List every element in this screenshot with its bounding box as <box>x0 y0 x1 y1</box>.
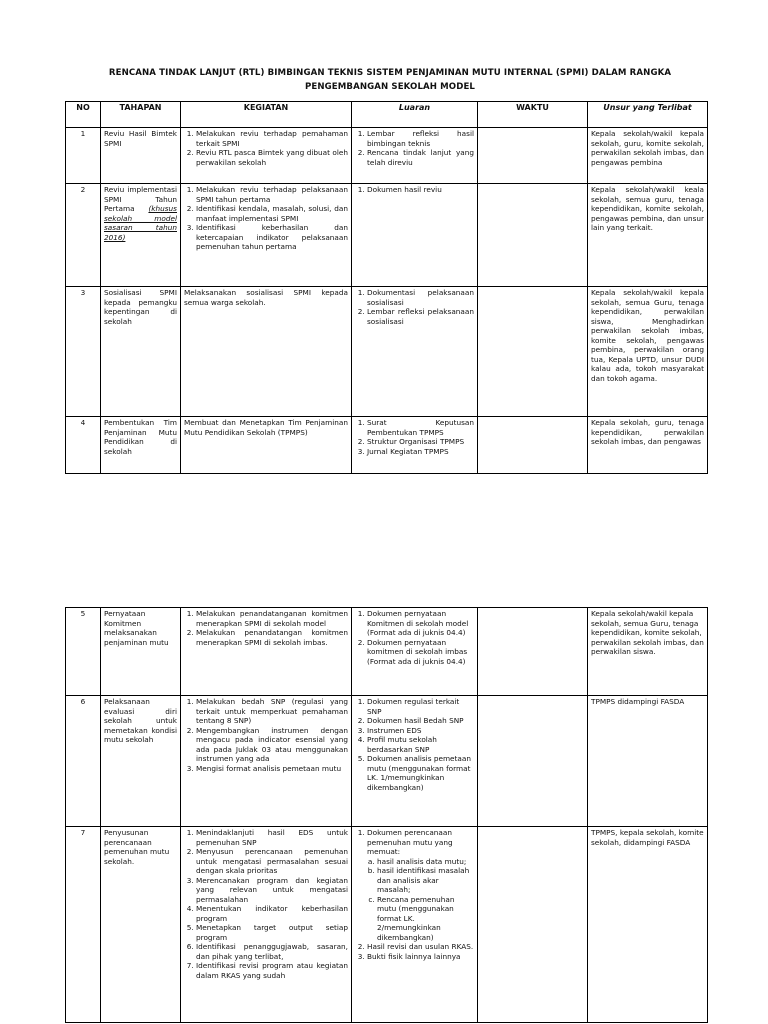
rtl-table-part-2 <box>65 607 708 1023</box>
list-item: c. Rencana pemenuhan mutu (menggunakan format LK. 2/memungkinkan dikembangkan) <box>377 895 474 943</box>
row-luaran <box>352 128 478 184</box>
list-item: 1. Dokumentasi pelaksanaan sosialisasi <box>367 288 474 307</box>
list-item: 2. Reviu RTL pasca Bimtek yang dibuat oleh perwakilan sekolah <box>196 148 348 167</box>
list-item: 2. Menyusun perencanaan pemenuhan untuk mengatasi permasalahan sesuai dengan skala prioritas <box>196 847 348 876</box>
rtl-table-part-1 <box>65 101 708 474</box>
row-no: 6 <box>66 696 101 827</box>
row-no: 4 <box>66 417 101 474</box>
luaran-intro: Dokumen perencanaan pemenuhan mutu yang memuat: <box>367 828 453 856</box>
tahapan-note: (khusus sekolah model sasaran tahun 2016) <box>104 204 177 242</box>
row-unsur: Kepala sekolah/wakil kepala sekolah, guru, komite sekolah, perwakilan sekolah imbas, dan pengawas pembina <box>588 128 708 184</box>
list-item: 2. Mengembangkan instrumen dengan mengacu pada indicator esensial yang ada pada Juklak 03 atau menggunakan instrumen yang ada <box>196 726 348 764</box>
list-item <box>367 828 474 942</box>
table-row <box>66 608 708 696</box>
title-line-2: PENGEMBANGAN SEKOLAH MODEL <box>304 82 475 92</box>
list-item: 3. Bukti fisik lainnya lainnya <box>367 952 474 962</box>
row-tahapan: Sosialisasi SPMI kepada pemangku kepentingan di sekolah <box>101 287 181 417</box>
row-kegiatan <box>181 128 352 184</box>
table-row <box>66 287 708 417</box>
list-item: 2. Dokumen pernyataan komitmen di sekolah imbas (Format ada di juknis 04.4) <box>367 638 474 667</box>
row-kegiatan <box>181 827 352 1023</box>
row-waktu <box>478 827 588 1023</box>
list-item: 2. Hasil revisi dan usulan RKAS. <box>367 942 474 952</box>
row-tahapan: Pelaksanaan evaluasi diri sekolah untuk memetakan kondisi mutu sekolah <box>101 696 181 827</box>
row-no: 5 <box>66 608 101 696</box>
tahapan-text: Reviu implementasi SPMI Tahun Pertama <box>104 185 177 213</box>
row-unsur: TPMPS, kepala sekolah, komite sekolah, didampingi FASDA <box>588 827 708 1023</box>
row-tahapan: Pembentukan Tim Penjaminan Mutu Pendidikan di sekolah <box>101 417 181 474</box>
table-row <box>66 128 708 184</box>
row-luaran <box>352 287 478 417</box>
row-no: 3 <box>66 287 101 417</box>
header-waktu: WAKTU <box>478 102 588 128</box>
table-row <box>66 696 708 827</box>
list-item: 3. Identifikasi keberhasilan dan ketercapaian indikator pelaksanaan pemenuhan tahun pertama <box>196 223 348 252</box>
list-item: 5. Dokumen analisis pemetaan mutu (menggunakan format LK. 1/memungkinkan dikembangkan) <box>367 754 474 792</box>
document-title <box>60 66 720 94</box>
row-luaran <box>352 696 478 827</box>
list-item: 1. Melakukan bedah SNP (regulasi yang terkait untuk memperkuat pemahaman tentang 8 SNP) <box>196 697 348 726</box>
header-luaran: Luaran <box>352 102 478 128</box>
row-luaran <box>352 608 478 696</box>
row-luaran <box>352 184 478 287</box>
row-luaran <box>352 417 478 474</box>
header-tahapan: TAHAPAN <box>101 102 181 128</box>
row-waktu <box>478 287 588 417</box>
row-waktu <box>478 696 588 827</box>
header-kegiatan: KEGIATAN <box>181 102 352 128</box>
row-waktu <box>478 184 588 287</box>
list-item: 7. Identifikasi revisi program atau kegiatan dalam RKAS yang sudah <box>196 961 348 980</box>
header-unsur: Unsur yang Terlibat <box>588 102 708 128</box>
list-item: 4. Profil mutu sekolah berdasarkan SNP <box>367 735 474 754</box>
list-item: 2. Dokumen hasil Bedah SNP <box>367 716 474 726</box>
row-waktu <box>478 608 588 696</box>
row-tahapan: Pernyataan Komitmen melaksanakan penjaminan mutu <box>101 608 181 696</box>
list-item: 1. Melakukan reviu terhadap pemahaman terkait SPMI <box>196 129 348 148</box>
list-item: 5. Menetapkan target output setiap program <box>196 923 348 942</box>
list-item: 1. Lembar refleksi hasil bimbingan teknis <box>367 129 474 148</box>
list-item: 1. Dokumen regulasi terkait SNP <box>367 697 474 716</box>
table-header-row <box>66 102 708 128</box>
list-item: 2. Melakukan penandatangan komitmen menerapkan SPMI di sekolah imbas. <box>196 628 348 647</box>
row-no: 2 <box>66 184 101 287</box>
row-unsur: Kepala sekolah, guru, tenaga kependidikan, perwakilan sekolah imbas, dan pengawas <box>588 417 708 474</box>
title-line-1: RENCANA TINDAK LANJUT (RTL) BIMBINGAN TEKNIS SISTEM PENJAMINAN MUTU INTERNAL (SPMI) DALAM RANGKA <box>108 68 672 78</box>
list-item: 3. Instrumen EDS <box>367 726 474 736</box>
row-kegiatan: Melaksanakan sosialisasi SPMI kepada semua warga sekolah. <box>181 287 352 417</box>
list-item: 2. Identifikasi kendala, masalah, solusi, dan manfaat implementasi SPMI <box>196 204 348 223</box>
list-item: b. hasil identifikasi masalah dan analisis akar masalah; <box>377 866 474 895</box>
row-luaran <box>352 827 478 1023</box>
list-item: 1. Dokumen hasil reviu <box>367 185 474 195</box>
row-no: 7 <box>66 827 101 1023</box>
list-item: 1. Melakukan penandatanganan komitmen menerapkan SPMI di sekolah model <box>196 609 348 628</box>
list-item: 1. Melakukan reviu terhadap pelaksanaan SPMI tahun pertama <box>196 185 348 204</box>
row-tahapan: Reviu Hasil Bimtek SPMI <box>101 128 181 184</box>
row-no: 1 <box>66 128 101 184</box>
row-waktu <box>478 417 588 474</box>
list-item: 6. Identifikasi penanggugjawab, sasaran, dan pihak yang terlibat, <box>196 942 348 961</box>
list-item: 3. Merencanakan program dan kegiatan yang relevan untuk mengatasi permasalahan <box>196 876 348 905</box>
row-unsur: TPMPS didampingi FASDA <box>588 696 708 827</box>
list-item: 3. Mengisi format analisis pemetaan mutu <box>196 764 348 774</box>
row-tahapan: Penyusunan perencanaan pemenuhan mutu sekolah. <box>101 827 181 1023</box>
list-item: 4. Menentukan indikator keberhasilan program <box>196 904 348 923</box>
list-item: a. hasil analisis data mutu; <box>377 857 474 867</box>
list-item: 3. Jurnal Kegiatan TPMPS <box>367 447 474 457</box>
header-no: NO <box>66 102 101 128</box>
table-row <box>66 827 708 1023</box>
list-item: 1. Surat Keputusan Pembentukan TPMPS <box>367 418 474 437</box>
row-kegiatan <box>181 696 352 827</box>
row-unsur: Kepala sekolah/wakil keala sekolah, semua guru, tenaga kependidikan, komite sekolah, pengawas pembina, dan unsur lain yang terkait. <box>588 184 708 287</box>
list-item: 1. Dokumen pernyataan Komitmen di sekolah model (Format ada di juknis 04.4) <box>367 609 474 638</box>
row-unsur: Kepala sekolah/wakil kepala sekolah, semua Guru, tenaga kependidikan, perwakilan siswa, Menghadirkan perwakilan sekolah imbas, komite sekolah, pengawas pembina, perwakilan orang tua, Kepala UPTD, unsur DUDI kalau ada, tokoh masyarakat dan tokoh agama. <box>588 287 708 417</box>
row-waktu <box>478 128 588 184</box>
table-row <box>66 184 708 287</box>
row-kegiatan <box>181 608 352 696</box>
list-item: 1. Menindaklanjuti hasil EDS untuk pemenuhan SNP <box>196 828 348 847</box>
list-item: 2. Struktur Organisasi TPMPS <box>367 437 474 447</box>
row-kegiatan <box>181 184 352 287</box>
list-item: 2. Rencana tindak lanjut yang telah direviu <box>367 148 474 167</box>
row-unsur: Kepala sekolah/wakil kepala sekolah, semua Guru, tenaga kependidikan, komite sekolah, perwakilan sekolah imbas, dan perwakilan siswa. <box>588 608 708 696</box>
row-kegiatan: Membuat dan Menetapkan Tim Penjaminan Mutu Pendidikan Sekolah (TPMPS) <box>181 417 352 474</box>
table-row <box>66 417 708 474</box>
row-tahapan <box>101 184 181 287</box>
list-item: 2. Lembar refleksi pelaksanaan sosialisasi <box>367 307 474 326</box>
